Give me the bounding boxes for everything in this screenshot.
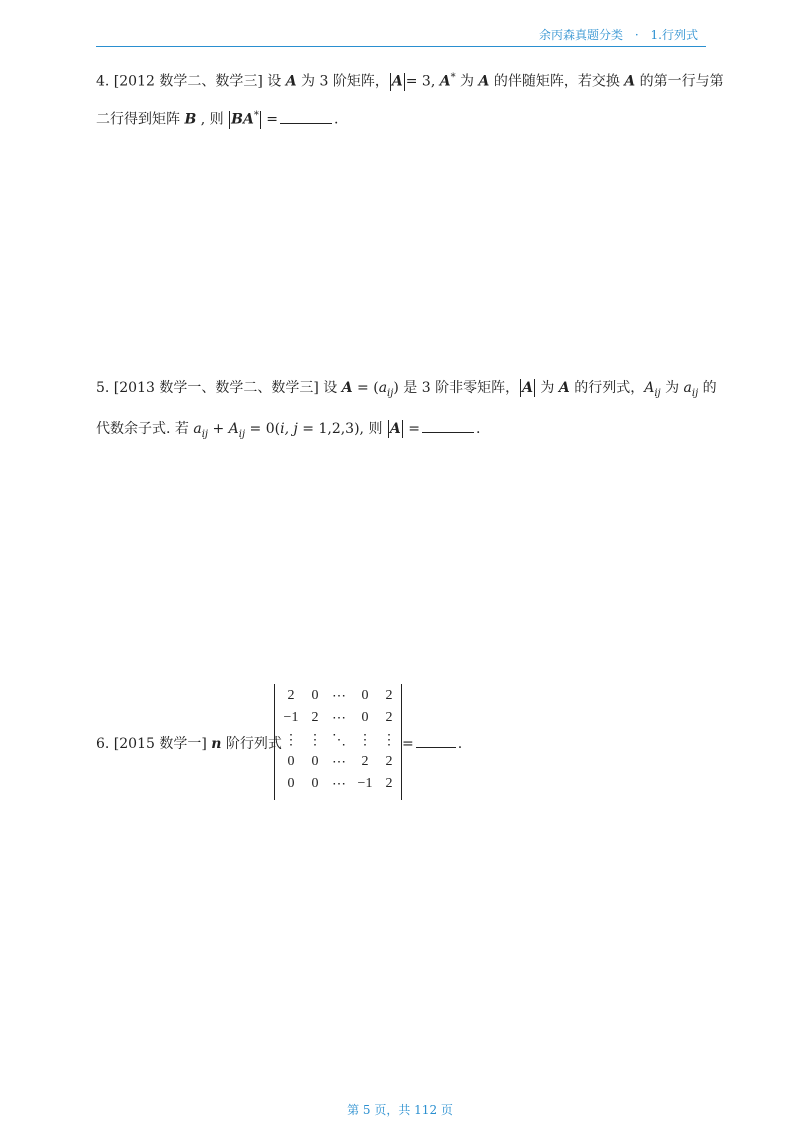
determinant-row xyxy=(275,688,401,710)
q4-text: = xyxy=(261,111,278,128)
matrix-B: B xyxy=(184,111,197,128)
determinant-cell: ⋮ xyxy=(382,733,396,748)
matrix-A-adjoint: A xyxy=(439,73,451,90)
determinant-cell: 2 xyxy=(385,754,393,769)
determinant-cell: 0 xyxy=(287,754,295,769)
determinant-cell: 2 xyxy=(287,688,295,703)
determinant-cell: ⋮ xyxy=(308,733,322,748)
cofactor-A: A xyxy=(644,380,655,396)
determinant-cell: −1 xyxy=(357,776,373,791)
q4-text: . xyxy=(334,111,339,128)
variable-n: n xyxy=(211,736,222,752)
adjoint-star: * xyxy=(253,110,259,121)
determinant-cell: ⋯ xyxy=(332,711,346,726)
q5-text: 5. [2013 数学一、数学二、数学三] 设 xyxy=(96,380,342,396)
question-5-line2 xyxy=(96,418,480,445)
determinant-row xyxy=(275,754,401,776)
q4-text: 为 xyxy=(455,73,479,90)
subscript-ij: ij xyxy=(654,387,661,399)
determinant-cell: 2 xyxy=(385,776,393,791)
q4-text: , 则 xyxy=(196,111,229,128)
adjoint-star: * xyxy=(450,72,456,83)
determinant-cell: ⋯ xyxy=(332,777,346,792)
q5-text: = xyxy=(403,421,420,437)
question-4-line1 xyxy=(96,68,724,92)
q4-text: 的伴随矩阵，若交换 xyxy=(489,73,625,90)
q5-text: + xyxy=(208,421,229,437)
q6-text: 6. [2015 数学一] xyxy=(96,736,212,752)
answer-blank xyxy=(422,418,474,433)
q4-text: 4. [2012 数学二、数学三] 设 xyxy=(96,73,286,90)
q6-text: = xyxy=(402,736,414,752)
determinant xyxy=(274,684,402,800)
subscript-ij: ij xyxy=(238,428,246,440)
determinant-cell: 2 xyxy=(385,710,393,725)
matrix-A: A xyxy=(391,73,403,90)
determinant-cell: −1 xyxy=(283,710,299,725)
element-a: a xyxy=(378,380,388,396)
matrix-A: A xyxy=(522,380,533,396)
determinant-cell: 0 xyxy=(361,710,369,725)
element-a: a xyxy=(683,380,692,396)
header-chapter: 1.行列式 xyxy=(650,28,698,42)
q5-text: = 0( xyxy=(245,421,281,437)
determinant-cell: 2 xyxy=(311,710,319,725)
q4-text: 二行得到矩阵 xyxy=(96,111,185,128)
matrix-A: A xyxy=(285,73,297,90)
matrix-A: A xyxy=(624,73,636,90)
q5-text: 为 xyxy=(660,380,684,396)
determinant-cell: 0 xyxy=(287,776,295,791)
q5-text: . xyxy=(475,421,481,437)
page-footer: 第 5 页，共 112 页 xyxy=(347,1103,453,1117)
index-vars: i, j xyxy=(280,421,298,437)
question-4-line2 xyxy=(96,106,338,130)
q5-text: 的 xyxy=(698,380,717,396)
determinant-row xyxy=(275,732,401,754)
q5-text: = 1,2,3), 则 xyxy=(297,421,387,437)
q4-text: = 3, xyxy=(405,73,440,90)
determinant-cell: 0 xyxy=(311,688,319,703)
q6-text: 阶行列式 xyxy=(221,736,282,752)
cofactor-A: A xyxy=(228,421,239,437)
question-5-line1 xyxy=(96,378,717,404)
matrix-A: A xyxy=(341,380,353,396)
determinant-cell: 2 xyxy=(361,754,369,769)
header-separator: · xyxy=(634,28,639,42)
q4-text: 为 3 阶矩阵， xyxy=(296,73,389,90)
determinant-cell: ⋮ xyxy=(358,733,372,748)
answer-blank xyxy=(416,733,456,748)
element-a: a xyxy=(193,421,202,437)
determinant-row xyxy=(275,776,401,798)
q6-prefix xyxy=(96,733,282,753)
determinant-cell: ⋯ xyxy=(332,689,346,704)
determinant-cell: ⋱ xyxy=(332,733,346,748)
determinant-cell: 0 xyxy=(311,776,319,791)
q5-text: 为 xyxy=(535,380,559,396)
q5-text: = ( xyxy=(352,380,379,396)
q5-text: 的行列式， xyxy=(569,380,645,396)
matrix-A: A xyxy=(558,380,570,396)
matrix-A: A xyxy=(389,421,401,437)
header-title xyxy=(539,26,698,43)
answer-blank xyxy=(280,109,332,124)
q6-text: . xyxy=(457,736,463,752)
determinant-cell: 0 xyxy=(311,754,319,769)
subscript-ij: ij xyxy=(201,428,209,440)
matrix-BA: BA xyxy=(231,111,254,128)
q5-text: ) 是 3 阶非零矩阵， xyxy=(393,380,520,396)
q4-text: 的第一行与第 xyxy=(635,73,724,90)
page-header xyxy=(96,24,706,47)
header-book: 余丙森真题分类 xyxy=(539,28,624,42)
matrix-A: A xyxy=(478,73,490,90)
q6-suffix xyxy=(402,733,462,752)
subscript-ij: ij xyxy=(691,387,699,399)
determinant-cell: ⋮ xyxy=(284,733,298,748)
determinant-cell: 2 xyxy=(385,688,393,703)
q5-text: 代数余子式. 若 xyxy=(96,421,194,437)
determinant-cell: 0 xyxy=(361,688,369,703)
determinant-cell: ⋯ xyxy=(332,755,346,770)
subscript-ij: ij xyxy=(387,387,394,399)
determinant-row xyxy=(275,710,401,732)
